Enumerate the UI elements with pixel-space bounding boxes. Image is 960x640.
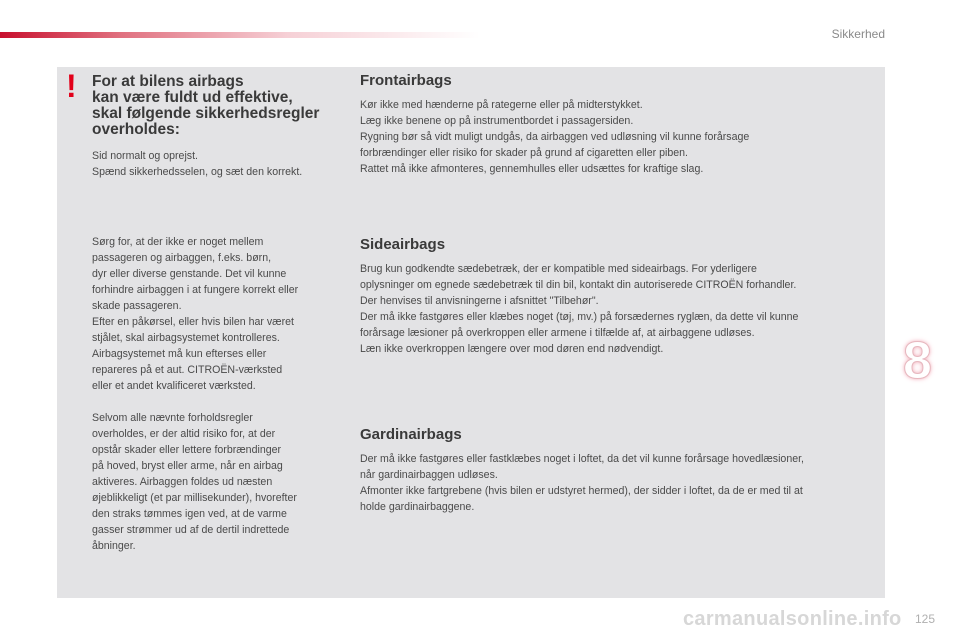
text-line: Afmonter ikke fartgrebene (hvis bilen er udstyret hermed), der sidder i loftet, da de er med til at: [360, 485, 803, 497]
text-line: øjeblikkeligt (et par millisekunder), hvorefter: [92, 492, 297, 504]
title-line: For at bilens airbags: [92, 73, 244, 90]
watermark-text: carmanualsonline.info: [683, 608, 902, 630]
side-airbags-section: [360, 236, 880, 357]
section-title: Sikkerhed: [831, 27, 885, 41]
text-line: holde gardinairbaggene.: [360, 501, 475, 513]
text-line: gasser strømmer ud af de dertil indrettede: [92, 524, 290, 536]
title-line: kan være fuldt ud effektive,: [92, 89, 293, 106]
text-line: Der henvises til anvisningerne i afsnittet "Tilbehør".: [360, 295, 599, 307]
front-airbags-title: Frontairbags: [360, 72, 452, 89]
text-line: den straks tømmes igen ved, at de varme: [92, 508, 287, 520]
text-line: Efter en påkørsel, eller hvis bilen har været: [92, 316, 294, 328]
text-line: eller et andet kvalificeret værksted.: [92, 380, 256, 392]
text-line: repareres på et aut. CITROËN-værksted: [92, 364, 283, 376]
text-line: forhindre airbaggen i at fungere korrekt eller: [92, 284, 299, 296]
text-line: på hoved, bryst eller arme, når en airbag: [92, 460, 283, 472]
title-line: skal følgende sikkerhedsregler: [92, 105, 320, 122]
text-line: forbrændinger eller risiko for skader på grund af cigaretten eller piben.: [360, 147, 688, 159]
text-line: overholdes, er der altid risiko for, at der: [92, 428, 276, 440]
intro-paragraph: [92, 148, 344, 180]
page-number: 125: [915, 612, 936, 626]
front-airbags-section: [360, 72, 880, 177]
chapter-number: 8: [903, 332, 932, 390]
risk-paragraph: [92, 410, 344, 554]
text-line: Selvom alle nævnte forholdsregler: [92, 412, 253, 424]
text-line: opstår skader eller lettere forbrændinger: [92, 444, 282, 456]
text-line: Spænd sikkerhedsselen, og sæt den korrekt.: [92, 166, 303, 178]
header-accent-bar: [0, 32, 480, 38]
safety-rules-column: [92, 74, 344, 554]
text-line: aktiveres. Airbaggen foldes ud næsten: [92, 476, 273, 488]
text-line: når gardinairbaggen udløses.: [360, 469, 498, 481]
curtain-airbags-title: Gardinairbags: [360, 426, 462, 443]
curtain-airbags-text: [360, 451, 880, 515]
text-line: dyr eller diverse genstande. Det vil kunne: [92, 268, 287, 280]
text-line: Sørg for, at der ikke er noget mellem: [92, 236, 264, 248]
text-line: Læg ikke benene op på instrumentbordet i passagersiden.: [360, 115, 634, 127]
side-airbags-title: Sideairbags: [360, 236, 446, 253]
obstruction-paragraph: [92, 234, 344, 394]
text-line: Sid normalt og oprejst.: [92, 150, 198, 162]
text-line: passageren og airbaggen, f.eks. børn,: [92, 252, 272, 264]
text-line: Kør ikke med hænderne på rategerne eller på midterstykket.: [360, 99, 643, 111]
text-line: stjålet, skal airbagsystemet kontrolleres.: [92, 332, 280, 344]
safety-rules-title: [92, 74, 344, 138]
text-line: Læn ikke overkroppen længere over mod døren end nødvendigt.: [360, 343, 664, 355]
text-line: oplysninger om egnede sædebetræk til din bil, kontakt din autoriserede CITROËN forhandler.: [360, 279, 797, 291]
text-line: forårsage læsioner på overkroppen eller armene i tilfælde af, at airbaggene udløses.: [360, 327, 755, 339]
text-line: skade passageren.: [92, 300, 182, 312]
text-line: Rattet må ikke afmonteres, gennemhulles eller udsættes for kraftige slag.: [360, 163, 704, 175]
text-line: Airbagsystemet må kun efterses eller: [92, 348, 267, 360]
front-airbags-text: [360, 97, 880, 177]
side-airbags-text: [360, 261, 880, 357]
curtain-airbags-section: [360, 426, 880, 515]
text-line: åbninger.: [92, 540, 136, 552]
text-line: Brug kun godkendte sædebetræk, der er kompatible med sideairbags. For yderligere: [360, 263, 757, 275]
title-line: overholdes:: [92, 121, 180, 138]
text-line: Rygning bør så vidt muligt undgås, da airbaggen ved udløsning vil kunne forårsage: [360, 131, 750, 143]
text-line: Der må ikke fastgøres eller klæbes noget (tøj, mv.) på forsædernes ryglæn, da dette vil kunne: [360, 311, 799, 323]
warning-icon: !: [66, 68, 77, 104]
text-line: Der må ikke fastgøres eller fastklæbes noget i loftet, da det vil kunne forårsage hovedlæsioner,: [360, 453, 804, 465]
